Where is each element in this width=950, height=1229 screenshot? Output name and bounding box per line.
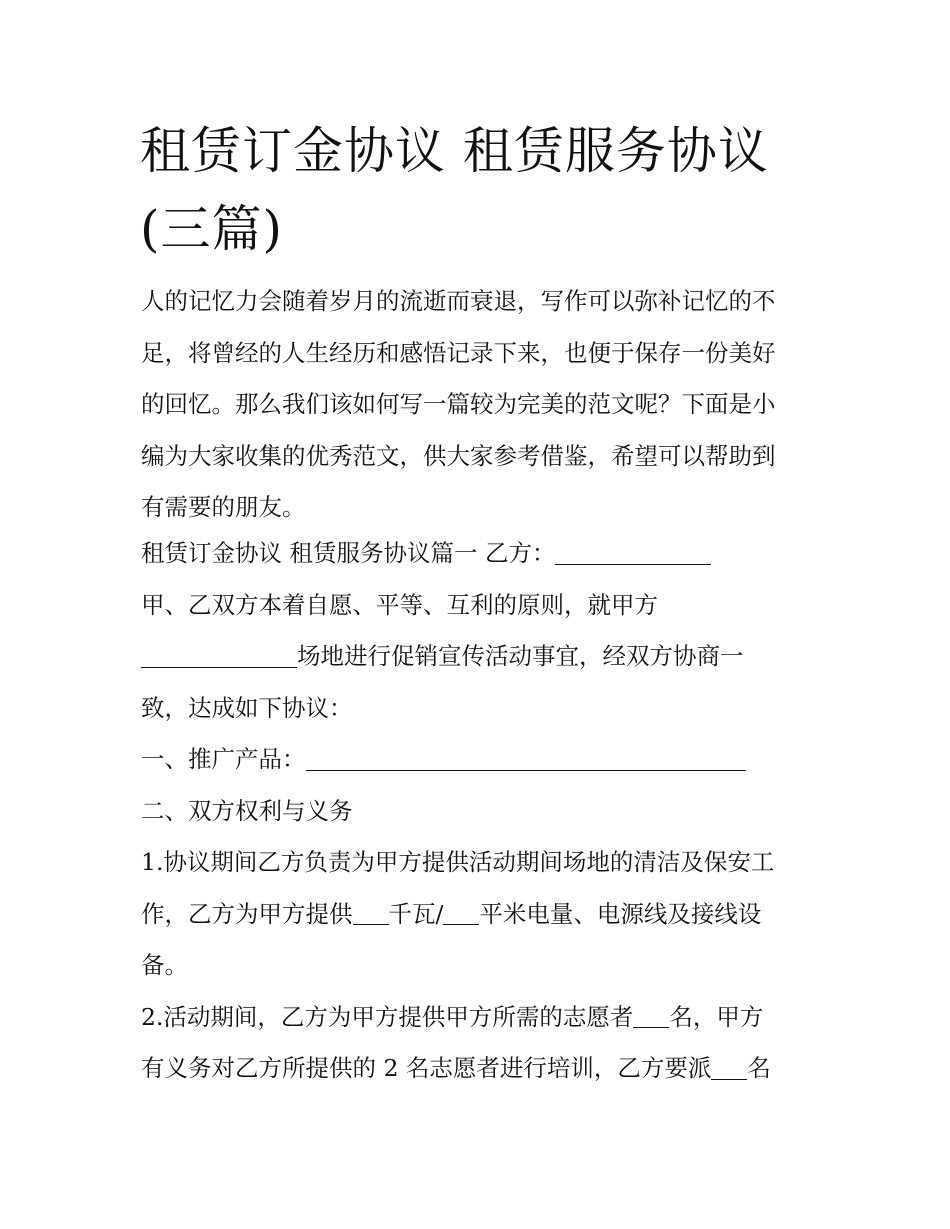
product-label: 一、推广产品： xyxy=(141,745,306,773)
dispatch-count-blank xyxy=(711,1053,747,1080)
title-line-1: 租赁订金协议 租赁服务协议 xyxy=(140,122,769,180)
item1-text-b: 千瓦/ xyxy=(388,899,444,928)
agreement-line-2: 甲、乙双方本着自愿、平等、互利的原则，就甲方 xyxy=(141,590,658,619)
document-title xyxy=(140,112,820,268)
item2-text-b: 名，甲方 xyxy=(669,1002,764,1031)
venue-blank xyxy=(141,641,297,668)
intro-line: 的回忆。那么我们该如何写一篇较为完美的范文呢？下面是小 xyxy=(141,390,776,418)
kilowatt-blank xyxy=(353,898,389,925)
product-blank xyxy=(306,744,746,771)
intro-line: 编为大家收集的优秀范文，供大家参考借鉴，希望可以帮助到 xyxy=(141,441,776,470)
title-line-2: (三篇) xyxy=(140,200,284,258)
item2-text-d: 名 xyxy=(747,1054,771,1082)
agreement-line-3 xyxy=(141,631,821,683)
square-meter-blank xyxy=(443,898,479,925)
agreement-line-4: 致，达成如下协议： xyxy=(141,693,353,722)
intro-line: 有需要的朋友。 xyxy=(141,493,306,521)
item1-line-3: 备。 xyxy=(141,951,188,979)
section-heading: 租赁订金协议 租赁服务协议篇一 乙方： xyxy=(141,539,556,567)
item1-text-a: 作，乙方为甲方提供 xyxy=(141,899,353,928)
item1-line-1: 1.协议期间乙方负责为甲方提供活动期间场地的清洁及保安工 xyxy=(141,848,775,876)
section-heading-line xyxy=(141,528,821,580)
product-line xyxy=(141,734,821,786)
item2-line-1 xyxy=(141,992,821,1044)
item2-text-c: 有义务对乙方所提供的 2 名志愿者进行培训，乙方要派 xyxy=(141,1054,712,1082)
intro-line: 人的记忆力会随着岁月的流逝而衰退，写作可以弥补记忆的不 xyxy=(141,287,776,315)
party-b-blank xyxy=(555,538,711,565)
agreement-line-3-text: 场地进行促销宣传活动事宜，经双方协商一 xyxy=(297,642,744,670)
item1-text-c: 平米电量、电源线及接线设 xyxy=(479,899,762,928)
item2-line-2 xyxy=(141,1043,821,1095)
section-1 xyxy=(141,528,821,1095)
intro-line: 足，将曾经的人生经历和感悟记录下来，也便于保存一份美好 xyxy=(141,338,776,367)
intro-paragraph xyxy=(141,276,821,534)
volunteer-count-blank xyxy=(633,1001,669,1028)
item2-text-a: 2.活动期间，乙方为甲方提供甲方所需的志愿者 xyxy=(141,1002,634,1031)
rights-heading: 二、双方权利与义务 xyxy=(141,796,353,825)
item1-line-2 xyxy=(141,889,821,941)
